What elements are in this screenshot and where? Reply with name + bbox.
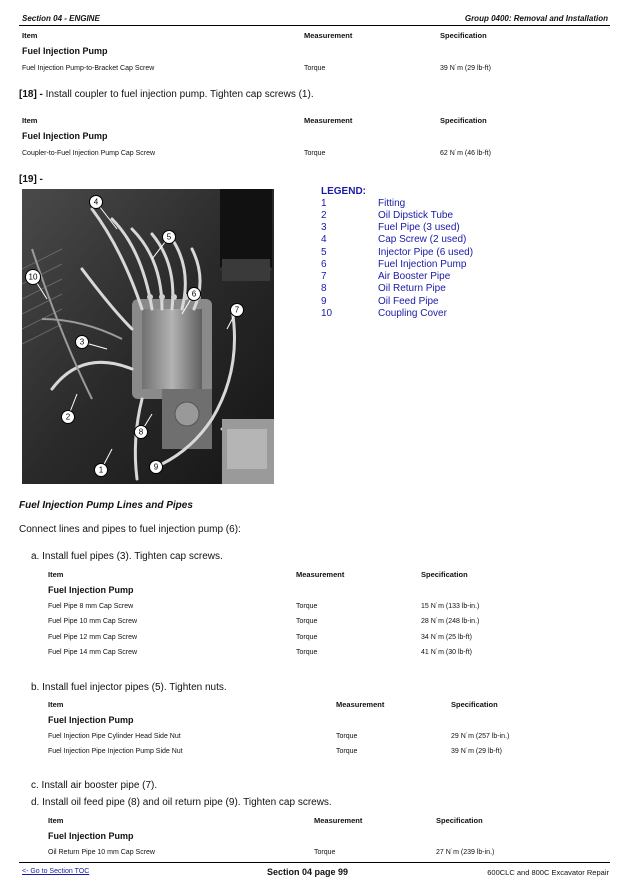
legend-item-number: 7: [321, 271, 327, 282]
table2-col-measurement: Measurement: [304, 116, 353, 125]
step-18-text: Install coupler to fuel injection pump. Tighten cap screws (1).: [42, 89, 314, 100]
svg-text:10: 10: [28, 272, 38, 282]
intro-text: Connect lines and pipes to fuel injection pump (6):: [19, 524, 241, 535]
table3-col-specification: Specification: [421, 570, 468, 579]
step-b: b. Install fuel injector pipes (5). Tighten nuts.: [31, 682, 227, 693]
legend-item-label: Air Booster Pipe: [378, 271, 451, 282]
table1-col-item: Item: [22, 31, 38, 40]
table3-col-item: Item: [48, 570, 64, 579]
step-19-number: [19] -: [19, 174, 43, 185]
table4-row-item: Fuel Injection Pipe Injection Pump Side Nut: [48, 748, 183, 755]
legend-item-label: Oil Return Pipe: [378, 283, 446, 294]
callout-6: [188, 288, 201, 301]
legend-item-number: 6: [321, 259, 327, 270]
svg-text:8: 8: [138, 427, 144, 437]
table5-row-measurement: Torque: [314, 849, 336, 856]
legend-item-number: 9: [321, 296, 327, 307]
table3-row-item: Fuel Pipe 10 mm Cap Screw: [48, 618, 138, 625]
table2-row-spec: 62 N˙m (46 lb-ft): [440, 150, 491, 157]
table1-row-item: Fuel Injection Pump-to-Bracket Cap Screw: [22, 65, 155, 72]
svg-text:6: 6: [191, 289, 197, 299]
header-rule: [19, 25, 610, 26]
legend-item-label: Fitting: [378, 198, 406, 209]
legend-item-label: Injector Pipe (6 used): [378, 247, 474, 258]
table3-col-measurement: Measurement: [296, 570, 345, 579]
callout-10: [26, 270, 41, 285]
manual-title: 600CLC and 800C Excavator Repair: [487, 868, 609, 877]
table1-group: Fuel Injection Pump: [22, 46, 108, 56]
svg-text:9: 9: [153, 462, 159, 472]
table4-row-spec: 29 N˙m (257 lb-in.): [451, 733, 510, 740]
table2-col-specification: Specification: [440, 116, 487, 125]
table3-row-spec: 34 N˙m (25 lb-ft): [421, 634, 472, 641]
legend-item-number: 4: [321, 234, 327, 245]
callout-7: [231, 304, 244, 317]
step-a: a. Install fuel pipes (3). Tighten cap screws.: [31, 551, 223, 562]
table3-row-measurement: Torque: [296, 603, 318, 610]
table4-row-measurement: Torque: [336, 748, 358, 755]
legend-item-label: Coupling Cover: [378, 308, 447, 319]
table3-row-measurement: Torque: [296, 649, 318, 656]
svg-text:1: 1: [98, 465, 104, 475]
table1-row-measurement: Torque: [304, 65, 326, 72]
step-c: c. Install air booster pipe (7).: [31, 780, 158, 791]
table2-row-item: Coupler-to-Fuel Injection Pump Cap Screw: [22, 150, 156, 157]
page-number: Section 04 page 99: [267, 867, 349, 877]
table3-row-spec: 41 N˙m (30 lb-ft): [421, 649, 472, 656]
step-18: [19, 89, 314, 100]
table3-row-item: Fuel Pipe 12 mm Cap Screw: [48, 634, 138, 641]
table4-col-item: Item: [48, 700, 64, 709]
legend-item-number: 2: [321, 210, 327, 221]
section-title: Fuel Injection Pump Lines and Pipes: [19, 500, 193, 511]
table5-col-item: Item: [48, 816, 64, 825]
legend-item-label: Fuel Injection Pump: [378, 259, 467, 270]
callout-2: [62, 411, 75, 424]
callout-4: [90, 196, 103, 209]
table4-group: Fuel Injection Pump: [48, 715, 134, 725]
callout-3: [76, 336, 89, 349]
table2-col-item: Item: [22, 116, 38, 125]
callout-5: [163, 231, 176, 244]
table5-group: Fuel Injection Pump: [48, 831, 134, 841]
table3-group: Fuel Injection Pump: [48, 585, 134, 595]
step-19: [19, 174, 43, 185]
group-header: Group 0400: Removal and Installation: [464, 14, 608, 23]
legend-item-number: 8: [321, 283, 327, 294]
section-header: Section 04 - ENGINE: [22, 14, 100, 23]
legend-item-label: Cap Screw (2 used): [378, 234, 467, 245]
legend-title: LEGEND:: [321, 186, 366, 197]
svg-text:7: 7: [234, 305, 240, 315]
table5-col-measurement: Measurement: [314, 816, 363, 825]
svg-text:3: 3: [79, 337, 85, 347]
table1-col-measurement: Measurement: [304, 31, 353, 40]
legend-item-number: 1: [321, 198, 327, 209]
table4-row-measurement: Torque: [336, 733, 358, 740]
table2-row-measurement: Torque: [304, 150, 326, 157]
table3-row-measurement: Torque: [296, 618, 318, 625]
legend-item-label: Oil Feed Pipe: [378, 296, 439, 307]
table5-row-spec: 27 N˙m (239 lb-in.): [436, 849, 495, 856]
step-18-number: [18] -: [19, 89, 43, 100]
table3-row-spec: 28 N˙m (248 lb-in.): [421, 618, 480, 625]
svg-text:2: 2: [65, 412, 71, 422]
legend-item-label: Fuel Pipe (3 used): [378, 222, 460, 233]
svg-text:4: 4: [93, 197, 99, 207]
go-to-section-toc-link[interactable]: <- Go to Section TOC: [22, 868, 90, 875]
svg-text:5: 5: [166, 232, 172, 242]
callout-8: [135, 426, 148, 439]
table2-group: Fuel Injection Pump: [22, 131, 108, 141]
legend-item-number: 3: [321, 222, 327, 233]
table4-row-item: Fuel Injection Pipe Cylinder Head Side Nut: [48, 733, 181, 740]
table3-row-spec: 15 N˙m (133 lb-in.): [421, 603, 480, 610]
callout-9: [150, 461, 163, 474]
fuel-injection-pump-photo: [22, 189, 274, 484]
table3-row-measurement: Torque: [296, 634, 318, 641]
legend-item-number: 10: [321, 308, 333, 319]
table4-col-specification: Specification: [451, 700, 498, 709]
table4-row-spec: 39 N˙m (29 lb-ft): [451, 748, 502, 755]
table3-row-item: Fuel Pipe 14 mm Cap Screw: [48, 649, 138, 656]
engine-illustration: [22, 189, 274, 484]
table1-col-specification: Specification: [440, 31, 487, 40]
table1-row-spec: 39 N˙m (29 lb-ft): [440, 65, 491, 72]
table5-col-specification: Specification: [436, 816, 483, 825]
footer-rule: [19, 862, 610, 863]
table4-col-measurement: Measurement: [336, 700, 385, 709]
table5-row-item: Oil Return Pipe 10 mm Cap Screw: [48, 849, 155, 856]
step-d: d. Install oil feed pipe (8) and oil return pipe (9). Tighten cap screws.: [31, 797, 332, 808]
callout-1: [95, 464, 108, 477]
legend-item-number: 5: [321, 247, 327, 258]
legend-item-label: Oil Dipstick Tube: [378, 210, 454, 221]
table3-row-item: Fuel Pipe 8 mm Cap Screw: [48, 603, 134, 610]
